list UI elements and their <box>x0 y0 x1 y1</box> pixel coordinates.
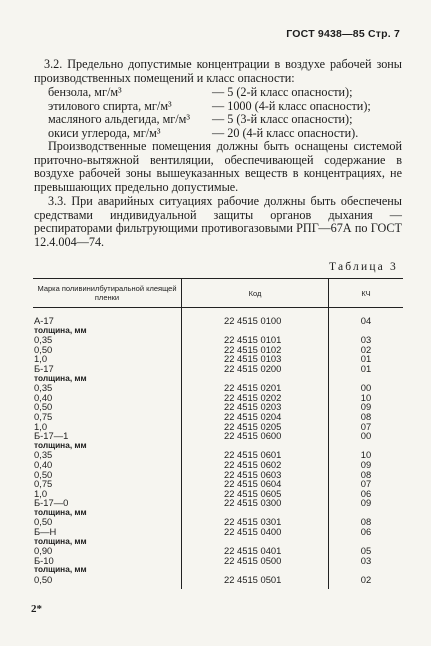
table-row <box>33 517 403 527</box>
film-mark-cell: Б—Н <box>33 527 182 537</box>
table-row <box>33 412 403 422</box>
kch-cell: 09 <box>360 458 372 470</box>
kch-cell: 08 <box>360 516 372 528</box>
film-mark-cell: Б-17 <box>33 364 182 374</box>
film-mark-cell: Б-17—1 <box>33 431 182 441</box>
table-row <box>33 498 403 508</box>
code-cell: 22 4515 0605 <box>182 489 329 499</box>
kch-cell: 02 <box>360 343 372 355</box>
table-row <box>33 479 403 489</box>
substance-name: масляного альдегида, мг/м³ <box>48 112 191 127</box>
kch-cell: 09 <box>360 401 372 413</box>
table-row <box>33 422 403 432</box>
code-cell: 22 4515 0200 <box>182 364 329 374</box>
page-footnote-mark: 2* <box>31 603 42 615</box>
code-cell: 22 4515 0204 <box>182 412 329 422</box>
kch-cell: 06 <box>360 487 372 499</box>
code-cell: 22 4515 0500 <box>182 556 329 566</box>
film-mark-cell: 0,90 <box>33 546 182 556</box>
film-mark-cell: 1,0 <box>33 354 182 364</box>
substance-limit: — 5 (3-й класс опасности); <box>212 112 353 127</box>
kch-cell: 01 <box>360 353 372 365</box>
code-cell: 22 4515 0101 <box>182 335 329 345</box>
kch-cell: 07 <box>360 478 372 490</box>
table-row <box>33 489 403 499</box>
film-mark-cell: толщина, мм <box>33 374 182 384</box>
table-row <box>33 527 403 537</box>
table-row <box>33 402 403 412</box>
film-mark-cell: 0,35 <box>33 383 182 393</box>
film-mark-cell: 0,35 <box>33 450 182 460</box>
kch-cell: 08 <box>360 410 372 422</box>
code-cell: 22 4515 0201 <box>182 383 329 393</box>
table-3 <box>33 278 403 589</box>
kch-cell: 10 <box>360 391 372 403</box>
kch-cell: 00 <box>360 430 372 442</box>
kch-cell: 05 <box>360 545 372 557</box>
code-cell: 22 4515 0603 <box>182 470 329 480</box>
table-row <box>33 441 403 451</box>
kch-cell: 10 <box>360 449 372 461</box>
substance-name: окиси углерода, мг/м³ <box>48 125 161 140</box>
kch-cell: 07 <box>360 420 372 432</box>
concentration-row <box>48 100 371 114</box>
code-cell: 22 4515 0100 <box>182 308 329 326</box>
page-header: ГОСТ 9438—85 Стр. 7 <box>286 28 400 40</box>
kch-cell: 02 <box>360 574 372 586</box>
code-cell: 22 4515 0600 <box>182 431 329 441</box>
concentration-row <box>48 113 371 127</box>
table-caption: Таблица 3 <box>329 261 398 273</box>
film-mark-cell: 0,50 <box>33 517 182 527</box>
kch-cell: 08 <box>360 468 372 480</box>
film-mark-cell: 0,40 <box>33 393 182 403</box>
kch-cell: 06 <box>360 526 372 538</box>
table-row <box>33 383 403 393</box>
kch-cell: 01 <box>360 362 372 374</box>
table-row <box>33 460 403 470</box>
table-row <box>33 364 403 374</box>
kch-cell: 03 <box>360 554 372 566</box>
film-mark-cell: 0,50 <box>33 470 182 480</box>
paragraph-3-2: 3.2. Предельно допустимые концентрации в воздухе рабочей зоны производственных помещений и класс опасности: <box>34 57 402 85</box>
film-mark-cell: Б-17—0 <box>33 498 182 508</box>
table-row <box>33 565 403 575</box>
code-cell: 22 4515 0401 <box>182 546 329 556</box>
code-cell: 22 4515 0501 <box>182 575 329 589</box>
table-row <box>33 431 403 441</box>
film-mark-cell: 1,0 <box>33 489 182 499</box>
code-cell: 22 4515 0601 <box>182 450 329 460</box>
film-mark-cell: 0,50 <box>33 402 182 412</box>
code-cell: 22 4515 0103 <box>182 354 329 364</box>
code-cell: 22 4515 0400 <box>182 527 329 537</box>
kch-cell: 09 <box>360 497 372 509</box>
table-header-row <box>33 279 403 308</box>
code-cell: 22 4515 0203 <box>182 402 329 412</box>
code-cell: 22 4515 0102 <box>182 345 329 355</box>
film-mark-cell: 1,0 <box>33 422 182 432</box>
paragraph-ventilation: Производственные помещения должны быть оснащены системой приточно-вытяжной вентиляции, обеспечивающей содержание в воздухе рабочей зоны вышеуказанных веществ в концентрациях, не превышающих предельно допустимые. <box>34 139 402 194</box>
film-mark-cell: А-17 <box>33 308 182 326</box>
table-row <box>33 345 403 355</box>
column-header-kch: КЧ <box>329 279 404 308</box>
substance-name: этилового спирта, мг/м³ <box>48 98 172 113</box>
table-row <box>33 556 403 566</box>
table-row <box>33 393 403 403</box>
column-header-mark: Марка поливинилбутиральной клеящей пленки <box>33 279 182 308</box>
concentration-row <box>48 86 371 100</box>
film-mark-cell: 0,75 <box>33 479 182 489</box>
film-mark-cell: 0,35 <box>33 335 182 345</box>
code-cell: 22 4515 0301 <box>182 517 329 527</box>
table-row <box>33 326 403 336</box>
film-mark-cell: 0,40 <box>33 460 182 470</box>
table-row <box>33 546 403 556</box>
film-mark-cell: толщина, мм <box>33 537 182 547</box>
code-cell: 22 4515 0604 <box>182 479 329 489</box>
table-row <box>33 470 403 480</box>
code-cell: 22 4515 0202 <box>182 393 329 403</box>
film-mark-cell: 0,75 <box>33 412 182 422</box>
substance-limit: — 20 (4-й класс опасности). <box>212 125 359 140</box>
film-mark-cell: толщина, мм <box>33 326 182 336</box>
code-cell: 22 4515 0300 <box>182 498 329 508</box>
column-header-code: Код <box>182 279 329 308</box>
code-cell: 22 4515 0205 <box>182 422 329 432</box>
table-row <box>33 537 403 547</box>
table-row <box>33 508 403 518</box>
concentration-list <box>48 86 371 140</box>
kch-cell: 04 <box>360 315 372 326</box>
substance-limit: — 5 (2-й класс опасности); <box>212 85 353 99</box>
kch-cell: 03 <box>360 334 372 346</box>
film-mark-cell: 0,50 <box>33 345 182 355</box>
table-row <box>33 575 403 589</box>
substance-limit: — 1000 (4-й класс опасности); <box>212 98 371 113</box>
table-row <box>33 335 403 345</box>
substance-name: бензола, мг/м³ <box>48 85 122 99</box>
film-mark-cell: толщина, мм <box>33 508 182 518</box>
table-row <box>33 450 403 460</box>
table-row <box>33 308 403 326</box>
table-row <box>33 374 403 384</box>
table-row <box>33 354 403 364</box>
code-cell: 22 4515 0602 <box>182 460 329 470</box>
film-mark-cell: толщина, мм <box>33 565 182 575</box>
kch-cell: 00 <box>360 382 372 394</box>
film-mark-cell: Б-10 <box>33 556 182 566</box>
paragraph-3-3: 3.3. При аварийных ситуациях рабочие должны быть обеспечены средствами индивидуальной защиты органов дыхания — респираторами фильтрующими противогазовыми РПГ—67А по ГОСТ 12.4.004—74. <box>34 194 402 249</box>
film-mark-cell: толщина, мм <box>33 441 182 451</box>
film-mark-cell: 0,50 <box>33 575 182 589</box>
